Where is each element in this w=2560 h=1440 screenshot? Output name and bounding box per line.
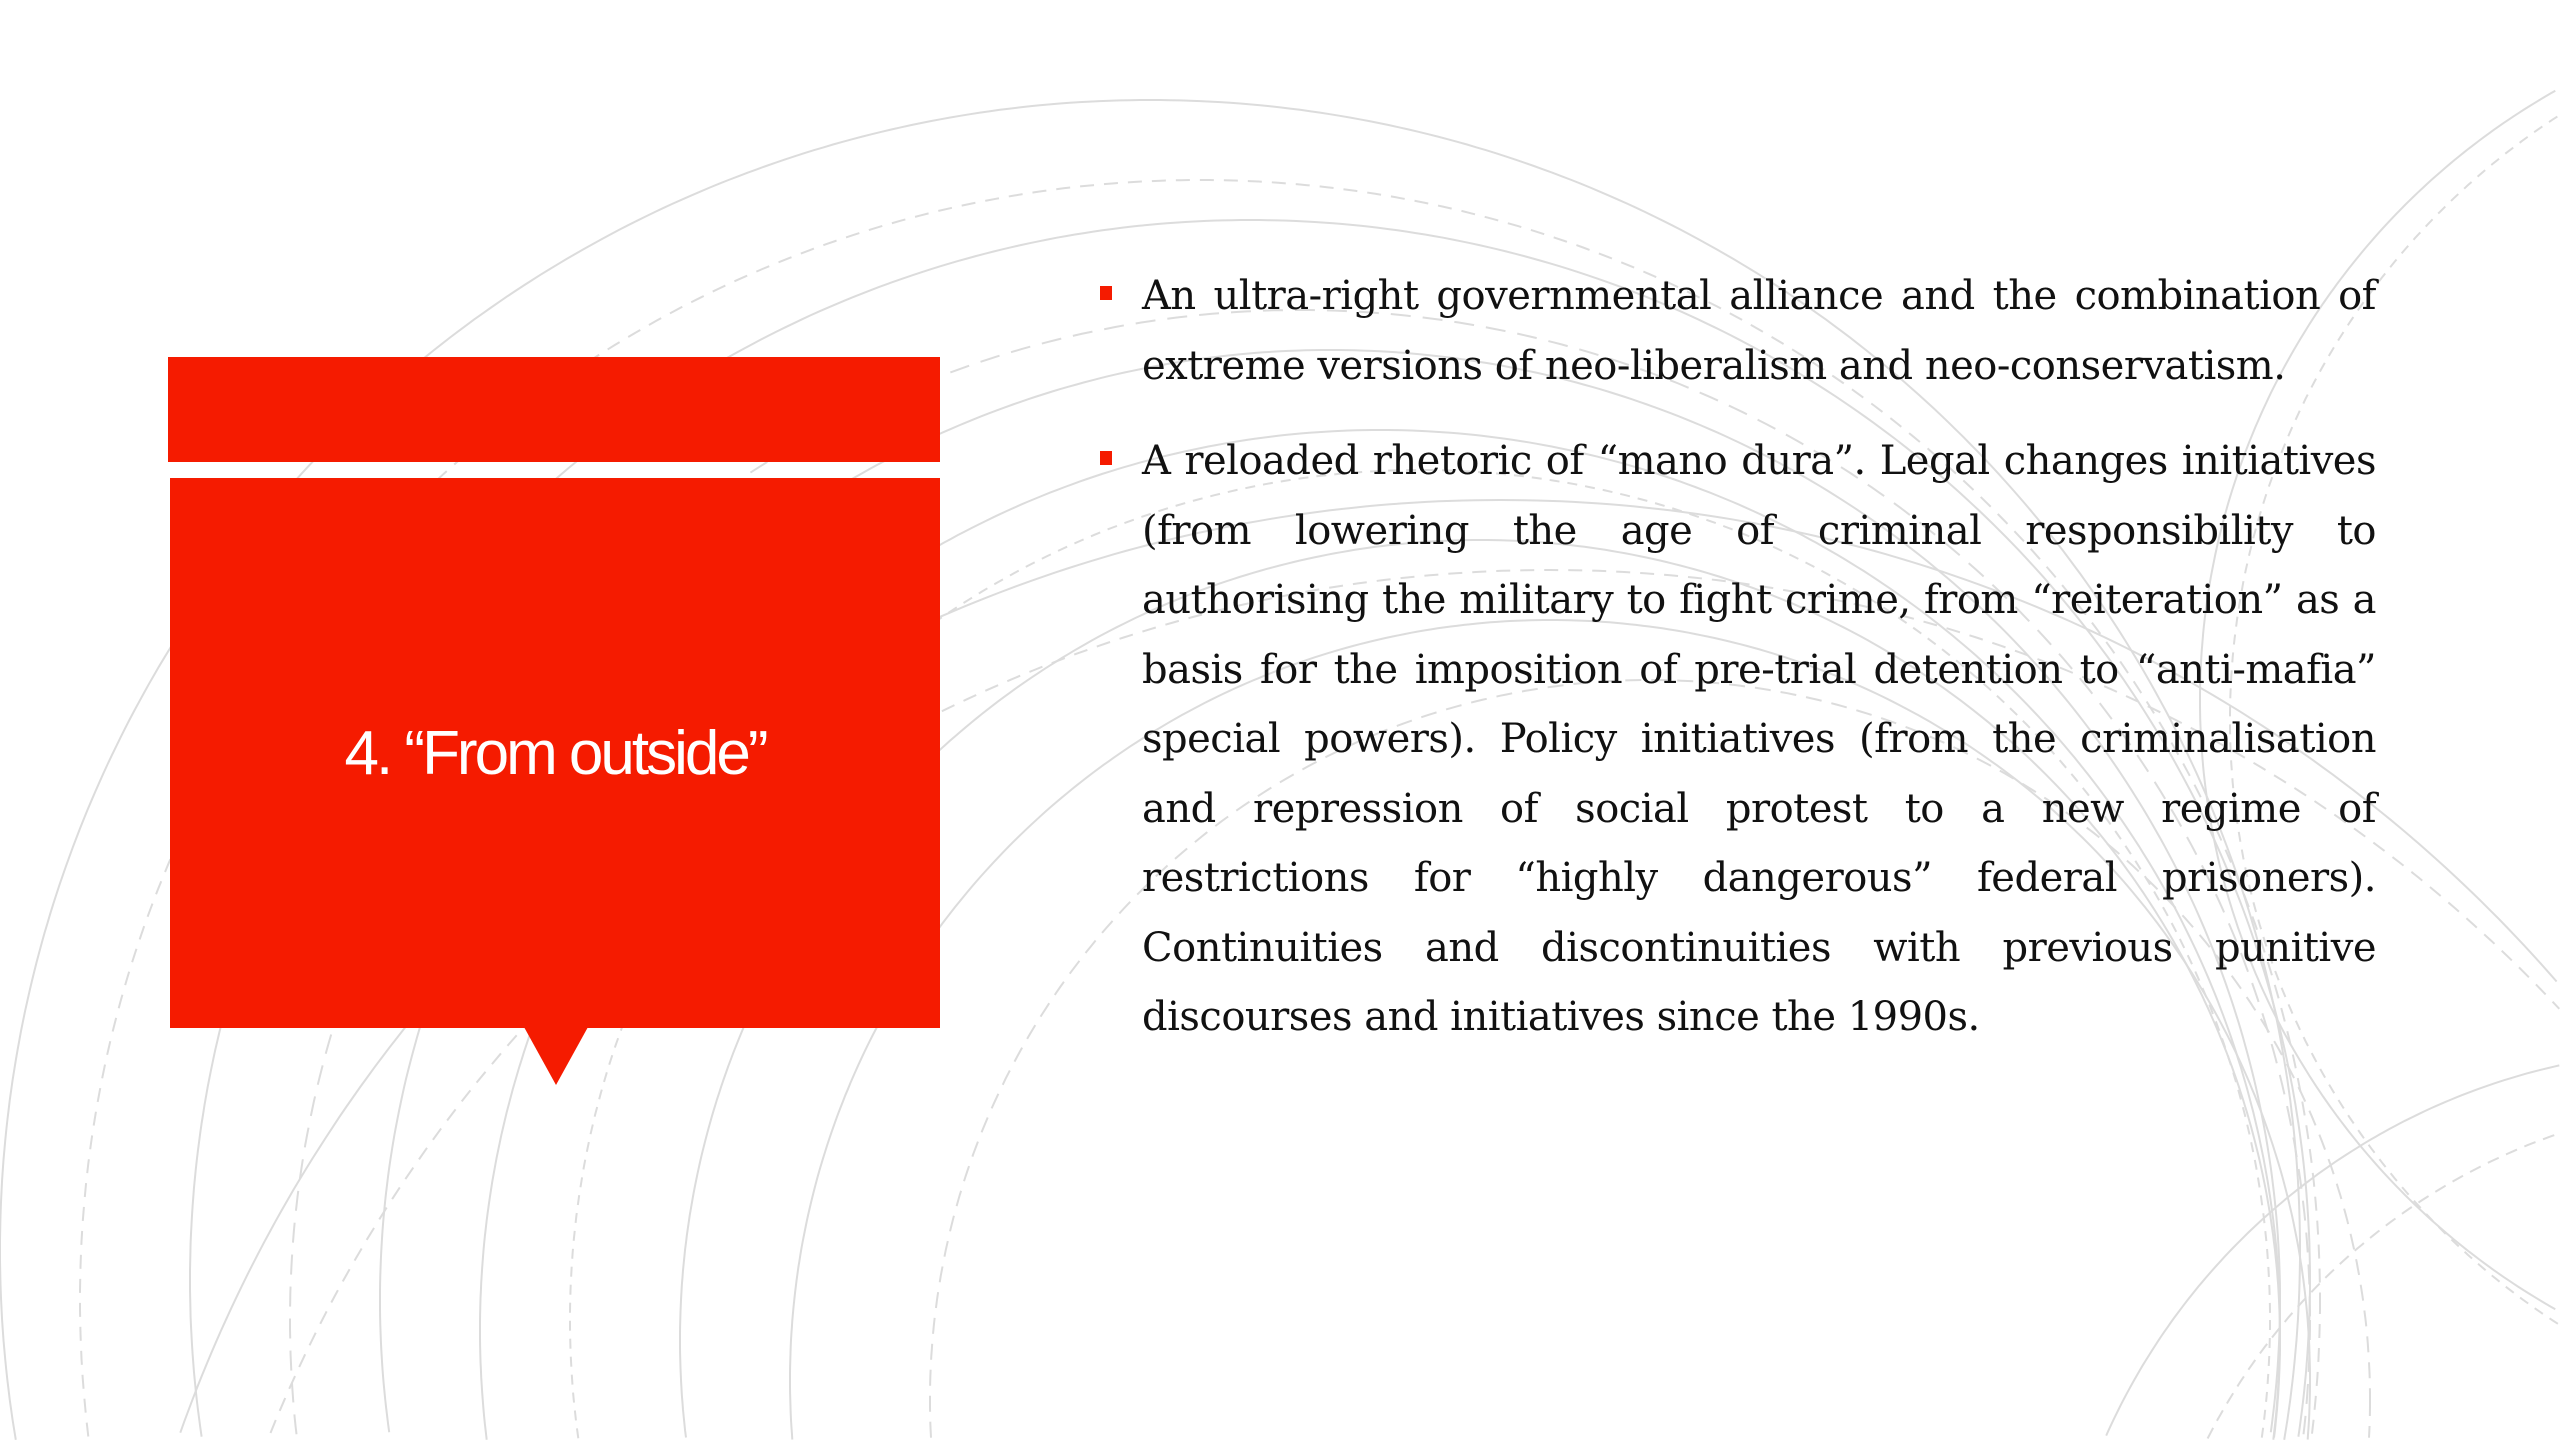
bullet-list	[1098, 262, 2376, 1079]
title-box	[170, 478, 940, 1028]
bullet-text: A reloaded rhetoric of “mano dura”. Legal changes initiatives (from lowering the age of criminal responsibility to authorising the military to fight crime, from “reiteration” as a basis for the imposition of pre-trial detention to “anti-mafia” special powers). Policy initiatives (from the criminalisation and repression of social protest to a new regime of restrictions for “highly dangerous” federal prisoners). Continuities and discontinuities with previous punitive discourses and initiatives since the 1990s.	[1142, 438, 2376, 1040]
slide-title: 4. “From outside”	[344, 718, 766, 788]
square-bullet-icon	[1100, 451, 1112, 465]
background-arc	[2106, 1065, 2559, 1435]
callout-pointer	[524, 1027, 588, 1085]
title-accent-bar	[168, 357, 940, 462]
bullet-text: An ultra-right governmental alliance and the combination of extreme versions of neo-liberalism and neo-conservatism.	[1142, 273, 2376, 389]
background-arc	[2208, 1134, 2559, 1439]
square-bullet-icon	[1100, 286, 1112, 300]
bullet-item	[1098, 427, 2376, 1053]
bullet-item	[1098, 262, 2376, 401]
